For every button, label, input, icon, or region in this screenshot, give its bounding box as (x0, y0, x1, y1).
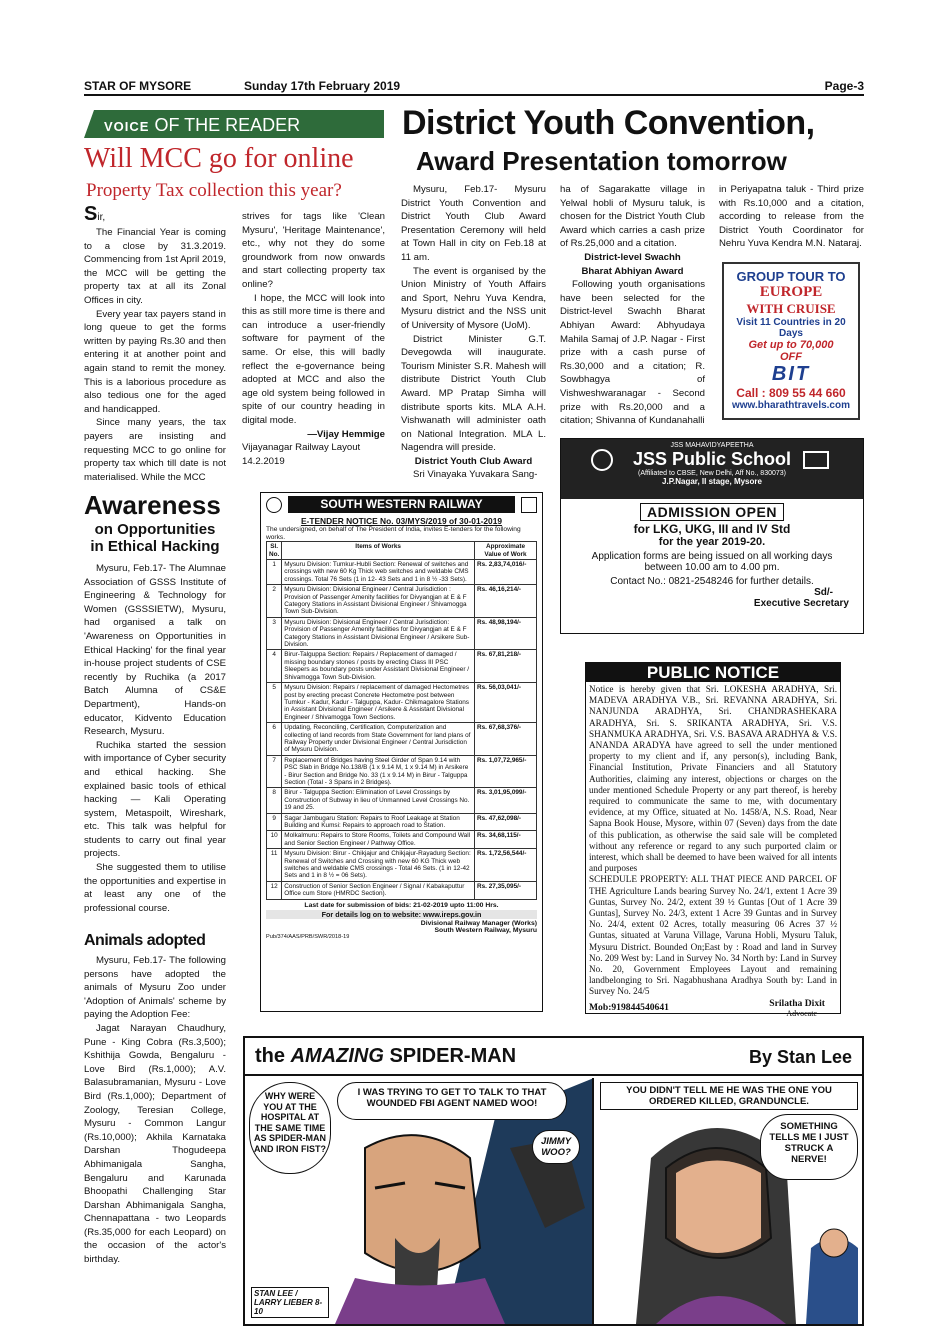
tender-cell-val: Rs. 1,07,72,965/- (475, 755, 537, 788)
col-header: Items of Works (282, 542, 475, 560)
youth-headline-1: District Youth Convention, (402, 104, 815, 142)
awareness-h3: in Ethical Hacking (90, 538, 220, 555)
tender-cell-text: Replacement of Bridges having Steel Girder of Span 9.14 with PSC Slab in Bridge No.138/B (1 x 9.14 M, 1 x 9.14 M) in Arsikere - Birur Section and Bridge No. 33 (1 x 9.14 M) in Birur - Talguppa Section (Total - 3 Spans in 2 Bridges). (282, 755, 475, 788)
youth-subhead: District Youth Club Award (414, 455, 533, 467)
tender-intro: The undersigned, on behalf of The President of India, invites E-tenders for the following works. (266, 526, 521, 541)
jss-contact: Contact No.: 0821-2548246 for further details. (610, 576, 814, 587)
tender-cell-val: Rs. 46,16,214/- (475, 585, 537, 618)
railway-logo-icon (266, 497, 282, 513)
tour-line: EUROPE (759, 284, 823, 300)
tender-cell-no: 12 (267, 881, 282, 899)
tender-cell-text: Molkalmuru: Repairs to Store Rooms, Toilets and Compound Wall and Senior Section Engineer / Pathway Office. (282, 831, 475, 849)
tour-line: Get up to 70,000 (748, 339, 834, 351)
col-header: Approximate Value of Work (475, 542, 537, 560)
jss-org: JSS MAHAVIDYAPEETHA (670, 442, 754, 449)
comic-title-a: the (255, 1045, 291, 1067)
masthead (84, 78, 864, 96)
awareness-paragraph: She suggested them to utilise the opportunities and expertise in at least any one of the professional course. (84, 862, 226, 914)
tender-cell-no: 6 (267, 723, 282, 756)
issue-date: Sunday 17th February 2019 (244, 79, 401, 93)
tender-cell-text: Sagar Jambugaru Station: Repairs to Roof Leakage at Station Building and Kumsi: Repairs to approach road to Station. (282, 813, 475, 831)
notice-body: Notice is hereby given that Sri. LOKESHA ARADHYA, Sri. MADEVA ARADHYA V.B., Sri. REVANNA ARADHYA, Sri. NANJUNDA ARADHYA, Sri. CHANDRASHEKARA ARADHYA, Sri. S. SRIKANTA ARADHYA, Sri. V.S. SHANMUKA ARADHYA, Sri. V.S. BASAVA ARADHYA & V.S. ANANDA ARADYA have agreed to sell the under mentioned property to my client and if, any person(s), including Bank, Financial Institution, Private Financiers and all Statutory Authorities, claiming any interest, objections or charges on the under mentioned Schedule Property or any part thereof, is hereby required to communicate the same to me, with documentary evidence, at my Office, situated at No. 1458/A, N.S. Road, Near Sapna Book House, Mysore, within 07 (Seven) days from the date of this publication, as otherwise the said sale will be completed without any reference or regard to any such purported claim or interest, which shall be deemed to have been waived for all intents and purposes (589, 684, 837, 874)
jss-info: between 10.00 am to 4.00 pm. (644, 562, 780, 573)
jss-address: J.P.Nagar, II stage, Mysore (662, 477, 762, 486)
speech-balloon: YOU DIDN'T TELL ME HE WAS THE ONE YOU ORDERED KILLED, GRANDUNCLE. (600, 1082, 858, 1110)
jss-admission: ADMISSION OPEN (640, 503, 784, 521)
youth-paragraph: The event is organised by the Union Ministry of Youth Affairs and Sport, Nehru Yuva Kendra, Mysuru district and the NSS unit of University of Mysore (UoM). (401, 265, 546, 331)
tender-cell-text: Birur - Talguppa Section: Elimination of Level Crossings by Construction of Subway in lieu of Unmanned Level Crossings No. 19 and 25. (282, 788, 475, 813)
voice-headline-1: Will MCC go for online (84, 143, 354, 174)
awareness-body (84, 562, 226, 915)
tender-cell-text: Mysuru Division: Tumkur-Hubli Section: Renewal of switches and crossings with new 60 Kg Thick web switches and weldable CMS crossings. Total 76 Sets (1 in 12- 43 Sets and 1 in 8 ½ -33 Sets). (282, 560, 475, 585)
jss-year: for the year 2019-20. (658, 536, 766, 548)
railway-title: SOUTH WESTERN RAILWAY (288, 496, 515, 513)
tender-cell-val: Rs. 56,03,041/- (475, 683, 537, 723)
voice-paragraph: strives for tags like 'Clean Mysuru', 'Heritage Maintenance', etc., why not they do some groundwork from now onwards and start collecting property tax online? (242, 211, 385, 290)
tender-cell-val: Rs. 3,01,95,099/- (475, 788, 537, 813)
voice-column-1 (84, 203, 226, 484)
tender-row (267, 755, 537, 788)
tender-cell-text: Updating, Reconciling, Certification, Computerization and collecting of land records from State Government for land plans of Railway Property under Divisional Engineer / Central Jurisdiction of Mysuru Division. (282, 723, 475, 756)
tender-row (267, 881, 537, 899)
tender-cell-no: 5 (267, 683, 282, 723)
youth-column-3 (719, 183, 864, 251)
tour-advertisement[interactable] (722, 262, 860, 420)
tender-cell-val: Rs. 48,98,194/- (475, 617, 537, 650)
tender-row (267, 650, 537, 683)
voice-paragraph: The Financial Year is coming to a close by 31.3.2019. Commencing from 1st April 2019, the MCC will be getting the property tax at all its Zonal Offices in city. (84, 227, 226, 306)
comic-panel-2 (596, 1078, 862, 1324)
youth-paragraph: Sri Vinayaka Yuvakara Sang- (413, 469, 538, 481)
youth-subhead: Bharat Abhiyan Award (581, 265, 684, 277)
jss-info: Application forms are being issued on all working days (591, 551, 833, 562)
col-header: Sl. No. (267, 542, 282, 560)
voice-salutation: ir, (97, 212, 106, 223)
public-notice[interactable] (585, 662, 841, 1018)
comic-strip (243, 1036, 864, 1326)
awareness-h2: on Opportunities (94, 521, 216, 538)
comic-title (255, 1045, 516, 1068)
tender-cell-val: Rs. 34,68,115/- (475, 831, 537, 849)
tour-line: OFF (780, 351, 802, 363)
voice-column-2 (242, 210, 385, 468)
voice-headline-2: Property Tax collection this year? (86, 180, 342, 201)
comic-panel-1 (245, 1078, 594, 1324)
tender-cell-no: 9 (267, 813, 282, 831)
tender-cell-val: Rs. 67,68,376/- (475, 723, 537, 756)
tender-cell-val: Rs. 2,83,74,016/- (475, 560, 537, 585)
animals-body (84, 954, 226, 1267)
tender-row (267, 831, 537, 849)
jss-banner (561, 439, 863, 499)
comic-title-bar (245, 1038, 862, 1076)
youth-headline-2: Award Presentation tomorrow (416, 146, 787, 176)
tour-website[interactable]: www.bharathtravels.com (732, 400, 850, 411)
tender-signatory-office: South Western Railway, Mysuru (434, 926, 537, 934)
tender-cell-no: 10 (267, 831, 282, 849)
voice-of-reader-banner (84, 110, 384, 138)
jss-advertisement[interactable] (560, 438, 864, 634)
animals-paragraph: Mysuru, Feb.17- The following persons have adopted the animals of Mysuru Zoo under 'Adoption of Animals' scheme by paying the Adoption Fee: (84, 955, 226, 1021)
bit-logo: BIT (771, 363, 811, 385)
youth-subhead: District-level Swachh (584, 251, 681, 263)
school-building-icon (803, 451, 829, 469)
railway-header (266, 496, 537, 514)
tender-cell-no: 11 (267, 849, 282, 882)
paper-name: STAR OF MYSORE (84, 79, 192, 93)
tender-cell-val: Rs. 47,62,098/- (475, 813, 537, 831)
youth-column-2 (560, 183, 705, 428)
tender-number: E-TENDER NOTICE No. 03/MYS/2019 of 30-01-2019 (300, 516, 503, 526)
tender-table (266, 541, 537, 899)
voice-paragraph: Every year tax payers stand in long queue to get the forms written by paying Rs.30 and then entering it at another point and again stand to remit the money. This is a laborious procedure as also tedious one for the aged and handicapped. (84, 308, 226, 415)
jss-school-name: JSS Public School (632, 449, 792, 469)
notice-role: Advocate (786, 1008, 817, 1018)
youth-paragraph: Mysuru, Feb.17- Mysuru District Youth Convention and District Youth Club Award Presentation Ceremony will held at Town Hall in city on Feb.18 at 11 am. (401, 184, 546, 263)
tender-cell-no: 1 (267, 560, 282, 585)
tender-last-date: Last date for submission of bids: 21-02-2019 upto 11:00 Hrs. (304, 901, 499, 909)
voice-kicker: VOICE (104, 119, 150, 134)
notice-schedule: SCHEDULE PROPERTY: ALL THAT PIECE AND PARCEL OF THE Agriculture Lands bearing Survey No. 24/1, extent 1 Acre 39 Guntas, Survey No. 24/2, extent 39 ½ Guntas [Out of 1 Acre 39 Guntas], Survey No. 24/3, extent 1 Acre 39 Guntas and in Survey No. 24/4, extent 02 Acres, totally measuring 06 Acres 37 ½ Guntas, situated at Varuna Village, Varuna Hobli, Mysuru Taluk, Mysuru District. Bounded On;East by : Road and land in Survey No. 209 West by: Land in Survey No. 34 North by: Land in Survey No. 20, Government Employees Layout and remaining landbelonging to Sri. Nagabhushana Aradhya South by: Land in Survey No. 24/5 (589, 874, 837, 997)
tender-cell-text: Mysuru Division: Repairs / replacement of damaged Hectometres post by erecting precast Concrete Hectometre post between Tumkur - Kadur, Kadur - Talguppa, Kadur- Chikmagalore Stations in Assistant Divisional Engineer / Arsikere & Assistant Divisional Engineer / Shivamogga Town Sections. (282, 683, 475, 723)
youth-paragraph: Following youth organisations have been selected for the District-level Swachh Bharat Abhiyan Award: Abhyudaya Mahila Samaj of J.P. Nagar - First prize with a cash purse of Rs.30,000 and a citation; R. Sowbhagya of Vishweshwaranagar - Second prize with Rs.20,000 and a citation; Shivanna of Kundanahalli (560, 279, 705, 427)
animals-paragraph: Jagat Narayan Chaudhury, Pune - King Cobra (Rs.3,500); Kshithija Gowda, Bengaluru - Love Bird (Rs.1,000); A.V. Balasubramanian, Mysuru - Love Bird (Rs.1,000); Department of Zoology, Teresian College, Mysuru - Common Langur (Rs.10,000); Akhila Karnataka Darshan Thogudeepa Abhimanigala Sangha, Bengaluru and Karunada Bhoopathi Challenging Star Darshan Abhimanigala Sangha, Chennapattana - two Leopards (Rs.35,000 for each Leopard) on the occasion of the actor's birthday. (84, 1022, 226, 1266)
tender-cell-no: 3 (267, 617, 282, 650)
tender-row (267, 585, 537, 618)
railway-emblem-icon (521, 497, 537, 513)
comic-title-b: AMAZING (290, 1045, 384, 1067)
comic-author: By Stan Lee (748, 1047, 852, 1067)
jss-classes: for LKG, UKG, III and IV Std (633, 522, 791, 536)
jss-seal-icon (591, 449, 613, 471)
voice-paragraph: I hope, the MCC will look into this as still more time is there and can introduce a user-friendly software for payment of the same. Or else, this will badly reflect the e-governance being adopted at MCC and also the age old system being followed in spite of our country heading in digital mode. (242, 292, 385, 426)
tour-line: Visit 11 Countries in 20 Days (736, 317, 846, 339)
speech-balloon: SOMETHING TELLS ME I JUST STRUCK A NERVE! (760, 1114, 858, 1180)
tender-cell-val: Rs. 27,35,095/- (475, 881, 537, 899)
notice-title: PUBLIC NOTICE (586, 663, 840, 682)
speech-balloon: JIMMY WOO? (532, 1130, 580, 1164)
comic-title-c: SPIDER-MAN (383, 1045, 517, 1067)
tour-line: WITH CRUISE (746, 301, 836, 316)
awareness-headline (84, 490, 226, 555)
tender-row (267, 849, 537, 882)
tender-cell-text: Birur-Talguppa Section: Repairs / Replacement of damaged / missing boundary stones / posts by erecting Class III PSC Sleepers as boundary posts under Assistant Divisional Engineer / Shivamogga Town Sub-Division. (282, 650, 475, 683)
tender-cell-no: 4 (267, 650, 282, 683)
tender-cell-text: Mysuru Division: Divisional Engineer / Central Jurisdiction: Provision of Passenger Amenity facilities for Divyangjan at E & F Category Stations in Assistant Divisional Engineer / Arsikere Sub-Division. (282, 617, 475, 650)
awareness-h1: Awareness (84, 490, 221, 520)
voice-label: OF THE READER (154, 115, 301, 135)
tender-cell-text: Mysuru Division: Divisional Engineer / Central Jurisdiction : Provision of Passenger Amenity facilities for Divyangjan at E & F Category Stations in Assistant Divisional Engineer / Shivamogga Town Sub-Division. (282, 585, 475, 618)
tour-phone: Call : 809 55 44 660 (736, 386, 846, 400)
notice-footer (589, 998, 837, 1020)
tender-website[interactable]: For details log on to website: www.ireps.gov.in (266, 910, 537, 919)
tender-signatory: Divisional Railway Manager (Works) (420, 919, 537, 927)
tender-cell-no: 2 (267, 585, 282, 618)
youth-column-1 (401, 183, 546, 482)
voice-paragraph: Since many years, the tax payers are insisting and requesting MCC to go online for property tax which till date is not materialised. While the MCC (84, 417, 226, 483)
tender-row (267, 683, 537, 723)
jss-affiliation: (Affiliated to CBSE, New Delhi, Aff No., 830073) (638, 470, 786, 477)
page-number: Page-3 (824, 79, 864, 93)
tender-row (267, 560, 537, 585)
tender-row (267, 788, 537, 813)
voice-dropcap: S (84, 203, 98, 225)
awareness-paragraph: Mysuru, Feb.17- The Alumnae Association of GSSS Institute of Engineering & Technology for Women (GSSSIETW), Mysuru, had organised a talk on 'Awareness on Opportunities in Ethical Hacking' for the final year in-house project students of CSE recently by Ruchika (a 2017 Batch Alumna of CS&E Department), Hands-on educator, Kidvento Education Research, Mysuru. (84, 563, 226, 738)
jss-signatory: Executive Secretary (753, 598, 849, 609)
notice-signatory: Srilatha Dixit (769, 997, 825, 1009)
tender-ref: Pub/374/AAS/PRB/SWR/2018-19 (266, 933, 350, 940)
youth-paragraph: ha of Sagarakatte village in Yelwal hobli of Mysuru taluk, is chosen for the District Youth Club Award which carries a cash prize of Rs.25,000 and a citation. (560, 184, 705, 250)
voice-signature: —Vijay Hemmige (307, 428, 385, 440)
comic-credit: STAN LEE / LARRY LIEBER 8-10 (251, 1287, 329, 1318)
tender-cell-val: Rs. 1,72,56,544/- (475, 849, 537, 882)
animals-headline: Animals adopted (84, 932, 206, 949)
notice-mobile: Mob:919844540641 (589, 1001, 669, 1013)
voice-date: 14.2.2019 (242, 455, 285, 467)
tour-line: GROUP TOUR TO (736, 269, 846, 284)
youth-paragraph: District Minister G.T. Devegowda will inaugurate. Tourism Minister S.R. Mahesh will distribute District Youth Club Award. MP Pratap Simha will distribute sports kits. MLA A.H. Vishwanath will administer oath on National Integration. MLA L. Nagendra will preside. (401, 333, 546, 454)
tender-row (267, 813, 537, 831)
tender-cell-text: Mysuru Division: Birur - Chikjajur and Chikjajur-Rayadurg Section: Renewal of Switches and Crossing with new 60 KG Thick web switches and weldable CMS crossings - Total 46 Sets. (1 in 12-42 Sets and 1 in 8 ½ = 06 Sets). (282, 849, 475, 882)
tender-row (267, 723, 537, 756)
speech-balloon: I WAS TRYING TO GET TO TALK TO THAT WOUNDED FBI AGENT NAMED WOO! (337, 1082, 567, 1120)
tender-cell-no: 8 (267, 788, 282, 813)
tender-cell-text: Construction of Senior Section Engineer / Signal / Kabakaputtur Office cum Store (HMRDC Section). (282, 881, 475, 899)
tender-row (267, 617, 537, 650)
railway-tender[interactable] (260, 492, 543, 1012)
voice-address: Vijayanagar Railway Layout (242, 442, 361, 454)
speech-balloon: WHY WERE YOU AT THE HOSPITAL AT THE SAME TIME AS SPIDER-MAN AND IRON FIST? (249, 1082, 331, 1174)
youth-paragraph: in Periyapatna taluk - Third prize with Rs.10,000 and a citation, according to release from the District Youth Coordinator for Nehru Yuva Kendra M.N. Nataraj. (719, 184, 864, 250)
jss-sd: Sd/- (814, 587, 833, 598)
tender-cell-val: Rs. 67,81,218/- (475, 650, 537, 683)
tender-cell-no: 7 (267, 755, 282, 788)
awareness-paragraph: Ruchika started the session with importance of Cyber security and ethical hacking. She explained basic tools of ethical hacking — Kali Operating system, Metaspoilt, Wireshark, etc. This talk was helpful for students to carry out final year projects. (84, 739, 226, 860)
